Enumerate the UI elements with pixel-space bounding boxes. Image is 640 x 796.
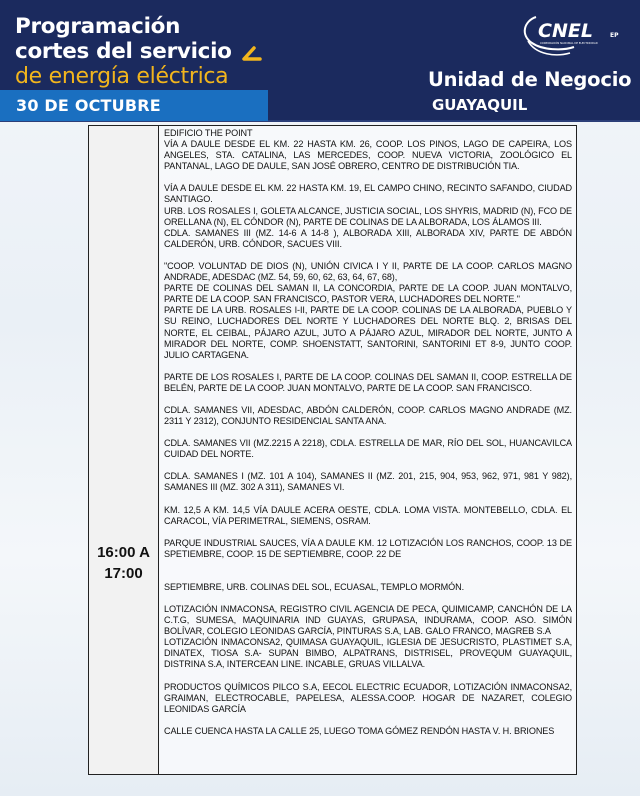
- title-line-1: Programación: [15, 14, 181, 39]
- logo-text: CNEL: [538, 20, 593, 42]
- area-line: SEPTIEMBRE, URB. COLINAS DEL SOL, ECUASAL, TEMPLO MORMÓN.: [164, 581, 465, 592]
- area-line: VÍA A DAULE DESDE EL KM. 22 HASTA KM. 19, EL CAMPO CHINO, RECINTO SAFANDO, CIUDAD SANTIAGO.: [164, 183, 572, 205]
- area-line: URB. LOS ROSALES I, GOLETA ALCANCE, JUSTICIA SOCIAL, LOS SHYRIS, MADRID (N), FCO DE ORELLANA (N), EL CÓNDOR (N), PARTE DE COLINAS DE LA ALBORADA, LOS ÁLAMOS III.: [164, 205, 572, 227]
- outage-schedule-table: [88, 125, 577, 775]
- time-range: [89, 542, 158, 584]
- area-line: KM. 12,5 A KM. 14,5 VÍA DAULE ACERA OESTE, CDLA. LOMA VISTA. MONTEBELLO, CDLA. EL CARACOL, VÍA PERIMETRAL, SIEMENS, OSRAM.: [164, 504, 572, 526]
- lightning-accent-icon: [240, 46, 264, 64]
- area-line: PARTE DE LOS ROSALES I, PARTE DE LA COOP. COLINAS DEL SAMAN II, COOP. ESTRELLA DE BELÉN, PARTE DE LA COOP. JUAN MONTALVO, PARTE DE LA COOP. SAN FRANCISCO.: [164, 371, 572, 393]
- schedule-date: 30 DE OCTUBRE: [16, 96, 161, 115]
- area-line: PARQUE INDUSTRIAL SAUCES, VÍA A DAULE KM. 12 LOTIZACIÓN LOS RANCHOS, COOP. 13 DE SPETIEMBRE, COOP. 15 DE SEPTIEMBRE, COOP. 22 DE: [164, 537, 572, 559]
- area-line: LOTIZACIÓN INMACONSA2, QUIMASA GUAYAQUIL, IGLESIA DE JESUCRISTO, PLASTIMET S.A, DINATEX, TIOSA S.A- SUPAN BIMBO, ALPATRANS, DISTRISEL, PROVEQUM GUAYAQUIL, DISTRINA S.A, INTERCEAN LINE. INCABLE, GRUAS VILLALVA.: [164, 637, 572, 670]
- area-line: PARTE DE COLINAS DEL SAMAN II, LA CONCORDIA, PARTE DE LA COOP. JUAN MONTALVO, PARTE DE LA COOP. SAN FRANCISCO, PASTOR VERA, LUCHADORES DEL NORTE.": [164, 283, 572, 305]
- area-line: CDLA. SAMANES I (MZ. 101 A 104), SAMANES II (MZ. 201, 215, 904, 953, 962, 971, 981 Y 982), SAMANES III (MZ. 302 A 311), SAMANES VI.: [164, 471, 572, 493]
- title-line-2: cortes del servicio: [15, 39, 232, 64]
- header-banner: [0, 0, 640, 122]
- title-line-3: de energía eléctrica: [15, 64, 229, 89]
- area-line: PARTE DE LA URB. ROSALES I-II, PARTE DE LA COOP. COLINAS DE LA ALBORADA, PUEBLO Y SU REINO, LUCHADORES DEL NORTE Y LUCHADORES DEL NORTE BLQ. 2, BRISAS DEL NORTE, EL CEIBAL, PÁJARO AZUL, JUTO A PÁJARO AZUL, MIRADOR DEL NORTE, JUNTO A MIRADOR DEL NORTE, COMP. SHOENSTATT, SANTORINI, SANTORINI ET 8-9, JUNTO COOP. JULIO CARTAGENA.: [164, 305, 572, 360]
- area-line: CALLE CUENCA HASTA LA CALLE 25, LUEGO TOMA GÓMEZ RENDÓN HASTA V. H. BRIONES: [164, 725, 555, 736]
- area-line: EDIFICIO THE POINT: [164, 128, 253, 138]
- affected-areas-column: [159, 126, 576, 774]
- business-unit-city: GUAYAQUIL: [432, 96, 528, 114]
- logo-suffix: EP: [610, 32, 619, 39]
- time-column: [89, 126, 159, 774]
- area-line: "COOP. VOLUNTAD DE DIOS (N), UNIÓN CIVICA I Y II, PARTE DE LA COOP. CARLOS MAGNO ANDRADE, ADESDAC (MZ. 54, 59, 60, 62, 63, 64, 67, 68),: [164, 260, 572, 283]
- business-unit-title: Unidad de Negocio: [428, 68, 632, 91]
- cnel-logo-icon: [522, 13, 634, 59]
- area-line: PRODUCTOS QUÍMICOS PILCO S.A, EECOL ELECTRIC ECUADOR, LOTIZACIÓN INMACONSA2, GRAIMAN, ELECTROCABLE, PAPELESA, ALESSA.COOP. HOGAR DE NAZARET, COLEGIO LEONIDAS GARCÍA: [164, 681, 572, 714]
- area-line: VÍA A DAULE DESDE EL KM. 22 HASTA KM. 26, COOP. LOS PINOS, LAGO DE CAPEIRA, LOS ANGELES, STA. CATALINA, LAS MERCEDES, COOP. NUEVA VICTORIA, ZOOLÓGICO EL PANTANAL, LAGO DE DAULE, SAN JOSÉ OBRERO, CENTRO DE DISTRIBUCIÓN TIA.: [164, 139, 572, 172]
- time-end: 17:00: [104, 565, 143, 582]
- area-line: LOTIZACIÓN INMACONSA, REGISTRO CIVIL AGENCIA DE PECA, QUIMICAMP, CANCHÓN DE LA C.T.G, SUMESA, MAQUINARIA IND GUAYAS, GRUPASA, INDURAMA, COOP. ASO. SIMÓN BOLÍVAR, COLEGIO LEONIDAS GARCÍA, PINTURAS S.A, LAB. GALO FRANCO, MAGREB S.A: [164, 604, 572, 637]
- page-title: [15, 14, 232, 89]
- area-line: CDLA. SAMANES III (MZ. 14-6 A 14-8 ), ALBORADA XIII, ALBORADA XIV, PARTE DE ABDÓN CALDERÓN, URB. CÓNDOR, SACUES VIII.: [164, 227, 572, 249]
- time-start: 16:00 A: [97, 544, 150, 561]
- area-line: CDLA. SAMANES VII (MZ.2215 A 2218), CDLA. ESTRELLA DE MAR, RÍO DEL SOL, HUANCAVILCA CUIDAD DEL NORTE.: [164, 438, 572, 460]
- area-line: CDLA. SAMANES VII, ADESDAC, ABDÓN CALDERÓN, COOP. CARLOS MAGNO ANDRADE (MZ. 2311 Y 2312), CONJUNTO RESIDENCIAL SANTA ANA.: [164, 404, 572, 427]
- logo-subtitle: CORPORACIÓN NACIONAL DE ELECTRICIDAD: [540, 42, 598, 45]
